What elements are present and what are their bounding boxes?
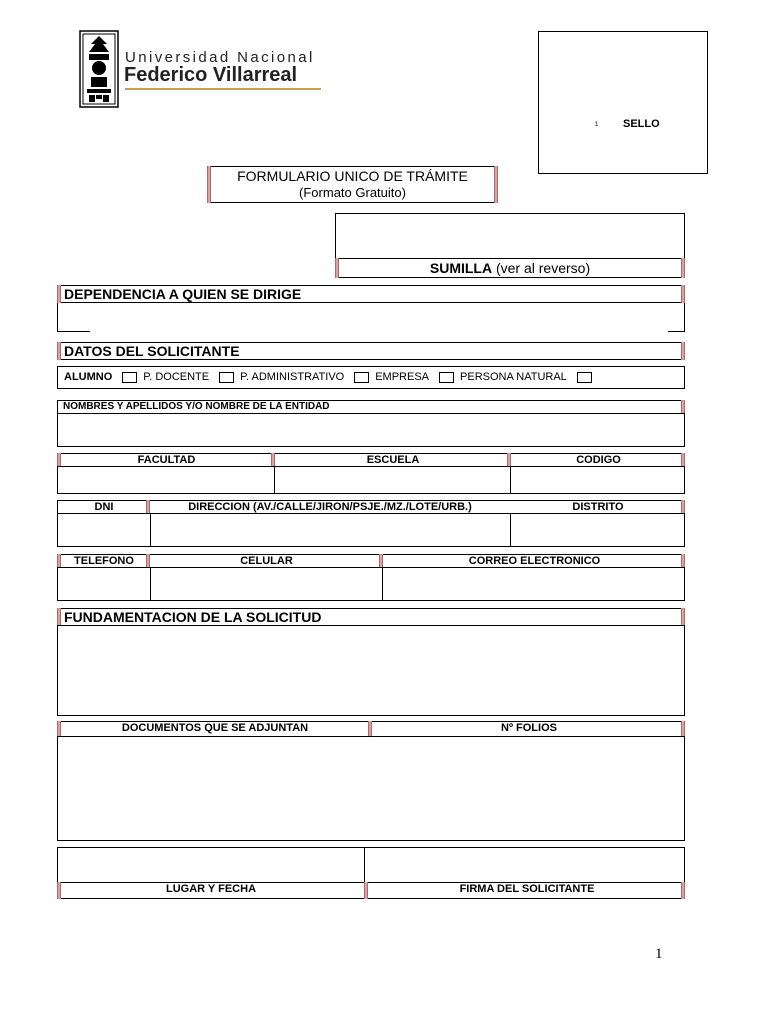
facultad-row-bar: [57, 453, 685, 467]
direccion-input[interactable]: [151, 514, 510, 546]
nombres-label: NOMBRES Y APELLIDOS Y/O NOMBRE DE LA ENTIDAD: [63, 401, 330, 412]
documentos-row-bar: [57, 721, 685, 737]
telefono-row: [57, 567, 685, 601]
alumno-checkbox[interactable]: [122, 372, 137, 383]
lugar-fecha-label: LUGAR Y FECHA: [165, 883, 257, 895]
dni-input[interactable]: [58, 514, 150, 546]
fundamentacion-input[interactable]: [57, 625, 685, 716]
telefono-row-bar: [57, 554, 685, 568]
sumilla-note: (ver al reverso): [495, 260, 591, 276]
form-title: FORMULARIO UNICO DE TRÁMITE: [237, 168, 468, 184]
dependencia-input[interactable]: [57, 303, 685, 332]
applicant-type-row: [57, 366, 685, 389]
form-subtitle: (Formato Gratuito): [299, 185, 406, 200]
telefono-label: TELEFONO: [74, 555, 134, 567]
firma-label: FIRMA DEL SOLICITANTE: [459, 883, 595, 895]
seal-mark: 1: [595, 122, 599, 128]
sumilla-label-bar: [335, 258, 685, 278]
section-fundamentacion-title: FUNDAMENTACION DE LA SOLICITUD: [64, 609, 322, 625]
page-number: 1: [655, 946, 663, 962]
docente-checkbox[interactable]: [219, 372, 234, 383]
sumilla-input[interactable]: [335, 213, 685, 259]
alumno-label: ALUMNO: [64, 371, 113, 383]
dni-row: [57, 513, 685, 547]
dni-row-bar: [57, 500, 685, 514]
signature-area: [57, 847, 685, 883]
section-dependencia-bar: [57, 285, 685, 303]
persona-natural-label: PERSONA NATURAL: [460, 371, 567, 383]
seal-label: SELLO: [623, 118, 660, 130]
administrativo-checkbox[interactable]: [354, 372, 369, 383]
escuela-label: ESCUELA: [366, 454, 420, 466]
celular-label: CELULAR: [240, 555, 293, 567]
signature-label-bar: [57, 882, 685, 899]
documentos-input[interactable]: [57, 736, 685, 841]
seal-box: [538, 31, 708, 174]
empresa-checkbox[interactable]: [439, 372, 454, 383]
administrativo-label: P. ADMINISTRATIVO: [240, 371, 345, 383]
celular-input[interactable]: [151, 568, 382, 600]
nombres-label-bar: [57, 400, 685, 414]
university-crest-icon: [79, 30, 119, 108]
nombres-input[interactable]: [57, 413, 685, 447]
section-dependencia-title: DEPENDENCIA A QUIEN SE DIRIGE: [64, 286, 302, 302]
folios-label: Nº FOLIOS: [501, 722, 557, 734]
dni-label: DNI: [94, 501, 114, 513]
logo-underline: [125, 88, 321, 90]
university-name-line1: Universidad Nacional: [125, 49, 315, 66]
empresa-label: EMPRESA: [375, 371, 430, 383]
escuela-input[interactable]: [275, 467, 511, 493]
codigo-input[interactable]: [511, 467, 684, 493]
facultad-input[interactable]: [58, 467, 275, 493]
university-name-line2: Federico Villarreal: [124, 64, 298, 86]
direccion-label: DIRECCION (AV./CALLE/JIRON/PSJE./MZ./LOTE/URB.): [188, 501, 472, 513]
section-fundamentacion-bar: [57, 608, 685, 626]
docente-label: P. DOCENTE: [143, 371, 210, 383]
facultad-label: FACULTAD: [137, 454, 196, 466]
distrito-input[interactable]: [511, 514, 684, 546]
correo-label: CORREO ELECTRONICO: [468, 555, 601, 567]
codigo-label: CODIGO: [576, 454, 621, 466]
telefono-input[interactable]: [58, 568, 150, 600]
firma-input[interactable]: [365, 848, 684, 882]
form-title-box: [207, 166, 498, 203]
facultad-row: [57, 466, 685, 494]
lugar-fecha-input[interactable]: [58, 848, 364, 882]
section-datos-bar: [57, 342, 685, 360]
correo-input[interactable]: [383, 568, 684, 600]
persona-natural-checkbox[interactable]: [577, 372, 592, 383]
distrito-label: DISTRITO: [572, 501, 624, 513]
section-datos-title: DATOS DEL SOLICITANTE: [64, 343, 240, 359]
sumilla-label: SUMILLA: [429, 260, 493, 276]
university-logo: [79, 30, 329, 110]
documentos-label: DOCUMENTOS QUE SE ADJUNTAN: [121, 722, 309, 734]
